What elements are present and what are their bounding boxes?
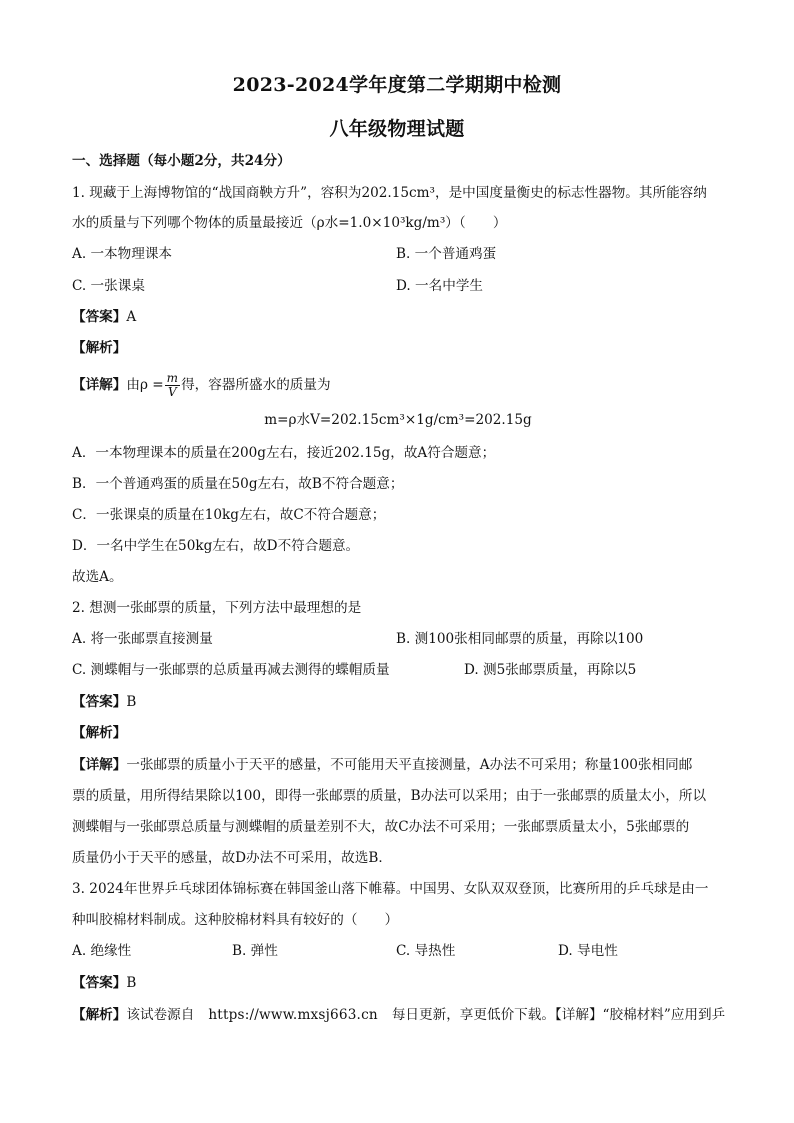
q1-explanation-a: A．一本物理课本的质量在200g左右，接近202.15g，故A符合题意； [72, 445, 496, 461]
q1-explanation-c: C．一张课桌的质量在10kg左右，故C不符合题意； [72, 507, 386, 523]
fraction-numerator: m [166, 371, 179, 385]
q2-detail-line2: 票的质量，用所得结果除以100，即得一张邮票的质量，B办法可以采用；由于一张邮票的质量太小，所以 [72, 788, 707, 804]
q2-option-b: B. 测100张相同邮票的质量，再除以100 [396, 631, 644, 647]
section-heading: 一、选择题（每小题2分，共24分） [72, 153, 291, 169]
detail-post: 得，容器所盛水的质量为 [181, 377, 331, 393]
q2-detail-line1 [72, 756, 724, 774]
q3-option-d: D. 导电性 [558, 943, 618, 959]
detail-label: 【详解】 [72, 757, 127, 773]
source-text: 该试卷源自 [126, 1007, 195, 1023]
answer-label: 【答案】 [72, 694, 127, 710]
q1-option-b: B. 一个普通鸡蛋 [396, 246, 497, 262]
detail-text: 一张邮票的质量小于天平的感量，不可能用天平直接测量，A办法不可采用；称量100张相同邮 [126, 757, 693, 773]
detail-pre: 由ρ = [126, 377, 164, 393]
q1-option-c: C. 一张课桌 [72, 278, 145, 294]
analysis-label: 【解析】 [72, 1007, 127, 1023]
q3-analysis-line [72, 1006, 724, 1024]
q3-answer [72, 974, 724, 992]
source-tail: 每日更新，享更低价下载。【详解】“胶棉材料”应用到乒 [391, 1007, 726, 1023]
q2-answer [72, 693, 724, 711]
answer-label: 【答案】 [72, 975, 127, 991]
q1-stem-line2: 水的质量与下列哪个物体的质量最接近（ρ水=1.0×10³kg/m³）（ ） [72, 215, 507, 231]
q1-explanation-d: D．一名中学生在50kg左右，故D不符合题意。 [72, 538, 360, 554]
q2-detail-line4: 质量仍小于天平的感量，故D办法不可采用，故选B． [72, 850, 392, 866]
q3-option-b: B. 弹性 [232, 943, 278, 959]
q2-analysis-label: 【解析】 [72, 725, 127, 741]
q1-detail-line [72, 372, 724, 399]
fraction-denominator: V [168, 385, 177, 399]
q1-formula: m=ρ水V=202.15cm³×1g/cm³=202.15g [264, 412, 532, 428]
q1-explanation-b: B．一个普通鸡蛋的质量在50g左右，故B不符合题意； [72, 476, 404, 492]
q1-analysis-label: 【解析】 [72, 340, 127, 356]
answer-value: A [126, 309, 137, 325]
q2-stem: 2. 想测一张邮票的质量，下列方法中最理想的是 [72, 600, 362, 616]
q2-detail-line3: 测蝶帽与一张邮票总质量与测蝶帽的质量差别不大，故C办法不可采用；一张邮票质量太小，5张邮票的 [72, 819, 690, 835]
q3-option-a: A. 绝缘性 [72, 943, 132, 959]
q2-option-a: A. 将一张邮票直接测量 [72, 631, 213, 647]
q1-stem-line1: 1. 现藏于上海博物馆的“战国商鞅方升”，容积为202.15cm³，是中国度量衡史的标志性器物。其所能容纳 [72, 185, 707, 201]
source-link[interactable]: https://www.mxsj663.cn [208, 1007, 378, 1023]
q2-option-c: C. 测蝶帽与一张邮票的总质量再减去测得的蝶帽质量 [72, 662, 390, 678]
page-subtitle: 八年级物理试题 [329, 118, 465, 140]
answer-label: 【答案】 [72, 309, 127, 325]
q1-option-a: A. 一本物理课本 [72, 246, 173, 262]
q3-option-c: C. 导热性 [396, 943, 456, 959]
answer-value: B [126, 694, 137, 710]
density-fraction [165, 372, 180, 399]
q2-option-d: D. 测5张邮票质量，再除以5 [464, 662, 637, 678]
q3-stem-line1: 3. 2024年世界乒乓球团体锦标赛在韩国釜山落下帷幕。中国男、女队双双登顶，比赛所用的乒乓球是由一 [72, 881, 709, 897]
page-title: 2023-2024学年度第二学期期中检测 [232, 74, 562, 96]
q3-stem-line2: 种叫胶棉材料制成。这种胶棉材料具有较好的（ ） [72, 912, 399, 928]
q1-conclusion: 故选A。 [72, 569, 123, 585]
answer-value: B [126, 975, 137, 991]
q1-option-d: D. 一名中学生 [396, 278, 484, 294]
q1-answer [72, 308, 724, 326]
detail-label: 【详解】 [72, 377, 127, 393]
